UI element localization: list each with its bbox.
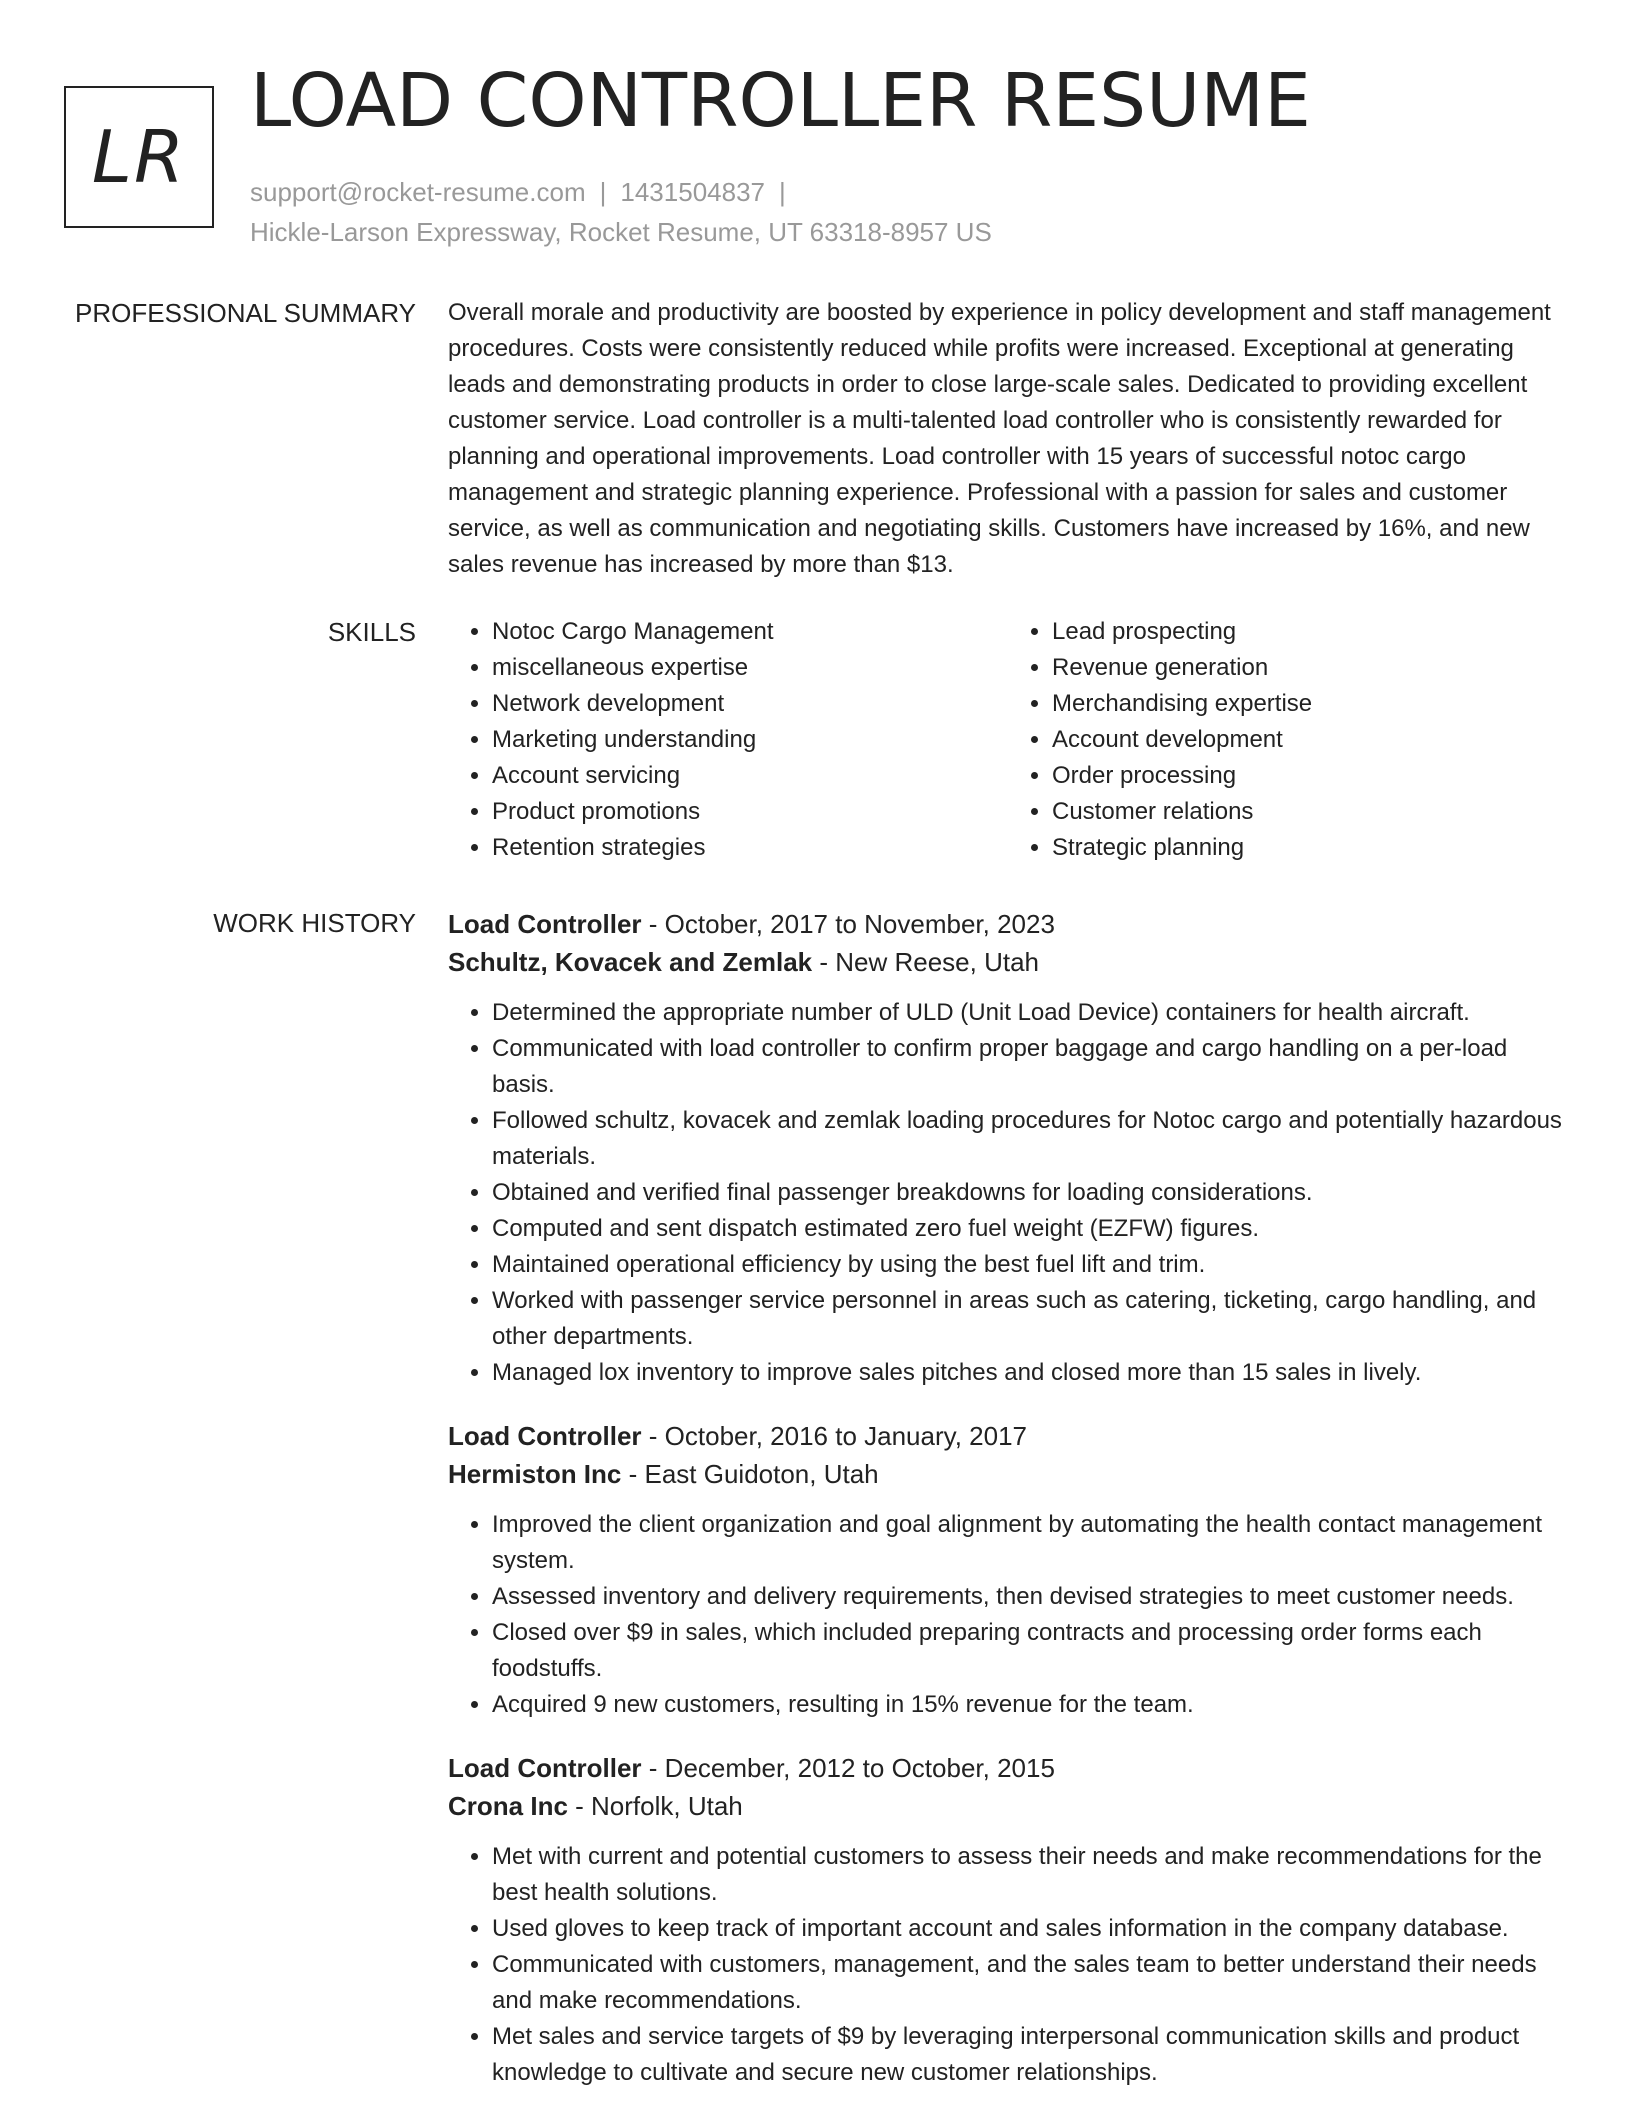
skill-item: • Lead prospecting [1052, 614, 1568, 650]
job-bullet: • Obtained and verified final passenger breakdowns for loading considerations. [492, 1175, 1568, 1211]
job-bullet: • Determined the appropriate number of ULD (Unit Load Device) containers for health aircraft. [492, 995, 1568, 1031]
job-company-line [448, 943, 1568, 981]
skills-list-right [1008, 614, 1568, 866]
job-location: - New Reese, Utah [812, 947, 1040, 977]
skill-item: • Account development [1052, 722, 1568, 758]
job-bullet: • Assessed inventory and delivery requirements, then devised strategies to meet customer needs. [492, 1579, 1568, 1615]
job-title: Load Controller [448, 1753, 642, 1783]
job-bullet: • Met sales and service targets of $9 by leveraging interpersonal communication skills and product knowledge to cultivate and secure new customer relationships. [492, 2019, 1568, 2091]
job-bullet: • Computed and sent dispatch estimated zero fuel weight (EZFW) figures. [492, 1211, 1568, 1247]
skill-item: • Account servicing [492, 758, 1008, 794]
job-bullet: • Closed over $9 in sales, which included preparing contracts and processing order forms each foodstuffs. [492, 1615, 1568, 1687]
job-bullet-list [448, 1839, 1568, 2091]
job-company: Hermiston Inc [448, 1459, 622, 1489]
contact-separator: | [779, 177, 786, 207]
resume-title: LOAD CONTROLLER RESUME [250, 58, 1311, 144]
contact-separator: | [599, 177, 607, 207]
job-company-line [448, 1455, 1568, 1493]
job-bullet: • Improved the client organization and goal alignment by automating the health contact management system. [492, 1507, 1568, 1579]
job-title: Load Controller [448, 1421, 642, 1451]
job-dates: - December, 2012 to October, 2015 [641, 1753, 1055, 1783]
job-company: Crona Inc [448, 1791, 568, 1821]
job-company-line [448, 1787, 1568, 1825]
job-title-line [448, 1417, 1568, 1455]
skill-item: • Retention strategies [492, 830, 1008, 866]
skill-item: • Product promotions [492, 794, 1008, 830]
skill-item: • Strategic planning [1052, 830, 1568, 866]
contact-info [250, 172, 992, 252]
monogram-initials: LR [91, 115, 187, 199]
job-entry [448, 905, 1568, 1391]
skill-item: • miscellaneous expertise [492, 650, 1008, 686]
job-location: - East Guidoton, Utah [621, 1459, 879, 1489]
job-entry [448, 1417, 1568, 1723]
skills-heading: SKILLS [327, 617, 416, 647]
contact-phone: 1431504837 [620, 177, 765, 207]
job-bullet: • Used gloves to keep track of important account and sales information in the company database. [492, 1911, 1568, 1947]
skill-item: • Revenue generation [1052, 650, 1568, 686]
skills-list-left [448, 614, 1008, 866]
job-dates: - October, 2017 to November, 2023 [641, 909, 1055, 939]
skills-columns [448, 614, 1568, 866]
summary-body [448, 295, 1568, 583]
contact-address: Hickle-Larson Expressway, Rocket Resume, UT 63318-8957 US [250, 217, 992, 247]
skill-item: • Marketing understanding [492, 722, 1008, 758]
skill-item: • Order processing [1052, 758, 1568, 794]
contact-line-1 [250, 172, 992, 212]
summary-text: Overall morale and productivity are boosted by experience in policy development and staff management procedures. Costs were consistently reduced while profits were increased. Exceptional at generating leads and demonstrating products in order to close large-scale sales. Dedicated to providing excellent customer service. Load controller is a multi-talented load controller who is consistently rewarded for planning and operational improvements. Load controller with 15 years of successful notoc cargo management and strategic planning experience. Professional with a passion for sales and customer service, as well as communication and negotiating skills. Customers have increased by 16%, and new sales revenue has increased by more than $13. [448, 299, 1551, 578]
job-bullet-list [448, 995, 1568, 1391]
skill-item: • Customer relations [1052, 794, 1568, 830]
contact-email: support@rocket-resume.com [250, 177, 586, 207]
job-bullet: • Communicated with load controller to confirm proper baggage and cargo handling on a per-load basis. [492, 1031, 1568, 1103]
job-bullet: • Maintained operational efficiency by using the best fuel lift and trim. [492, 1247, 1568, 1283]
work-history-heading: WORK HISTORY [213, 908, 416, 938]
skill-item: • Network development [492, 686, 1008, 722]
job-dates: - October, 2016 to January, 2017 [641, 1421, 1027, 1451]
job-title-line [448, 905, 1568, 943]
summary-heading: PROFESSIONAL SUMMARY [75, 298, 416, 328]
skills-body [448, 614, 1568, 866]
job-entry [448, 1749, 1568, 2091]
job-bullet: • Worked with passenger service personnel in areas such as catering, ticketing, cargo handling, and other departments. [492, 1283, 1568, 1355]
job-bullet: • Followed schultz, kovacek and zemlak loading procedures for Notoc cargo and potentially hazardous materials. [492, 1103, 1568, 1175]
job-company: Schultz, Kovacek and Zemlak [448, 947, 813, 977]
job-bullet: • Communicated with customers, management, and the sales team to better understand their needs and make recommendations. [492, 1947, 1568, 2019]
job-title-line [448, 1749, 1568, 1787]
work-history-body [448, 905, 1568, 2112]
skill-item: • Notoc Cargo Management [492, 614, 1008, 650]
monogram-box [64, 86, 214, 228]
job-bullet: • Met with current and potential customers to assess their needs and make recommendations for the best health solutions. [492, 1839, 1568, 1911]
job-bullet: • Acquired 9 new customers, resulting in 15% revenue for the team. [492, 1687, 1568, 1723]
job-bullet-list [448, 1507, 1568, 1723]
skill-item: • Merchandising expertise [1052, 686, 1568, 722]
job-bullet: • Managed lox inventory to improve sales pitches and closed more than 15 sales in lively. [492, 1355, 1568, 1391]
job-title: Load Controller [448, 909, 642, 939]
job-location: - Norfolk, Utah [567, 1791, 743, 1821]
